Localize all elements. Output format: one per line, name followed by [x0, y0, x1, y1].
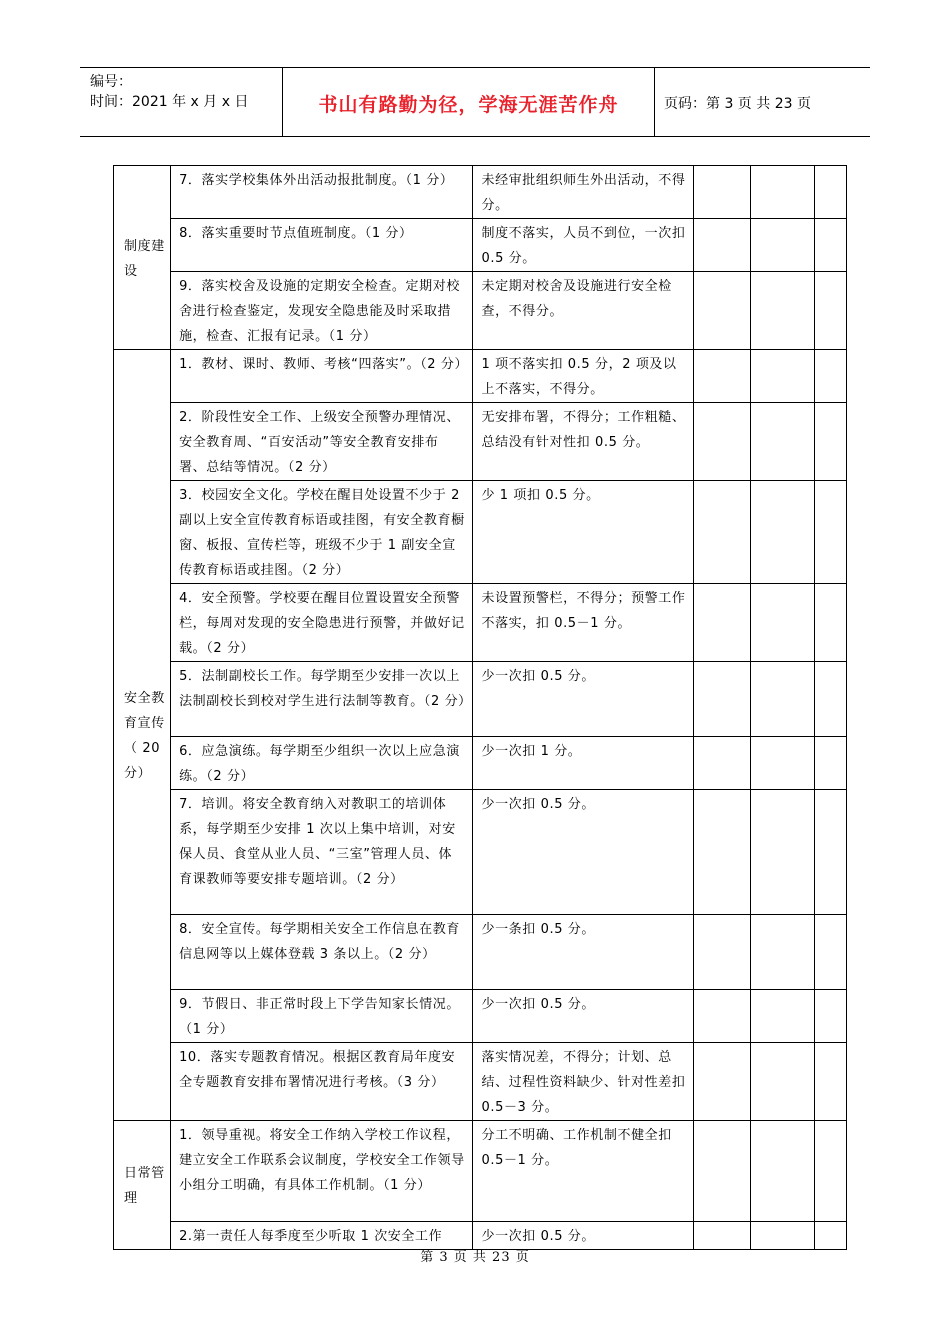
score-cell: [814, 350, 846, 403]
score-cell: [814, 584, 846, 662]
page-header: [80, 67, 870, 137]
item-text: 7．培训。将安全教育纳入对教职工的培训体系，每学期至少安排 1 次以上集中培训，对安保人员、食堂从业人员、“三室”管理人员、体育课教师等要安排专题培训。（2 分）: [171, 790, 473, 915]
table-row: [114, 584, 847, 662]
score-cell: [693, 481, 750, 584]
rule-text: 落实情况差，不得分；计划、总结、过程性资料缺少、针对性差扣 0.5－3 分。: [473, 1043, 693, 1121]
score-cell: [693, 403, 750, 481]
score-cell: [750, 662, 814, 737]
item-text: 8．落实重要时节点值班制度。（1 分）: [171, 219, 473, 272]
table-row: [114, 662, 847, 737]
item-text: 7．落实学校集体外出活动报批制度。（1 分）: [171, 166, 473, 219]
rule-text: 未设置预警栏，不得分；预警工作不落实，扣 0.5－1 分。: [473, 584, 693, 662]
score-cell: [750, 272, 814, 350]
section-anquan: 安全教育宣传（ 20 分）: [114, 350, 171, 1121]
table-row: [114, 166, 847, 219]
score-cell: [750, 584, 814, 662]
score-cell: [693, 1043, 750, 1121]
rule-text: 1 项不落实扣 0.5 分，2 项及以上不落实，不得分。: [473, 350, 693, 403]
score-cell: [750, 219, 814, 272]
score-cell: [750, 790, 814, 915]
page-footer: 第 3 页 共 23 页: [420, 1250, 530, 1265]
rule-text: 少一次扣 0.5 分。: [473, 662, 693, 737]
section-richang: 日常管理: [114, 1121, 171, 1250]
score-cell: [693, 166, 750, 219]
rule-text: 少 1 项扣 0.5 分。: [473, 481, 693, 584]
score-cell: [750, 403, 814, 481]
rule-text: 未经审批组织师生外出活动，不得分。: [473, 166, 693, 219]
rule-text: 少一次扣 0.5 分。: [473, 990, 693, 1043]
score-cell: [814, 166, 846, 219]
item-text: 4．安全预警。学校要在醒目位置设置安全预警栏，每周对发现的安全隐患进行预警，并做好记载。（2 分）: [171, 584, 473, 662]
score-cell: [693, 737, 750, 790]
score-cell: [750, 166, 814, 219]
table-row: [114, 1043, 847, 1121]
score-cell: [814, 915, 846, 990]
score-cell: [814, 219, 846, 272]
item-text: 10．落实专题教育情况。根据区教育局年度安全专题教育安排布署情况进行考核。（3 分）: [171, 1043, 473, 1121]
item-text: 6．应急演练。每学期至少组织一次以上应急演练。（2 分）: [171, 737, 473, 790]
score-cell: [814, 481, 846, 584]
item-text: 9．节假日、非正常时段上下学告知家长情况。（1 分）: [171, 990, 473, 1043]
score-cell: [814, 790, 846, 915]
header-page-info: 页码：第 3 页 共 23 页: [664, 96, 811, 112]
assessment-table: [113, 165, 847, 1250]
score-cell: [693, 662, 750, 737]
item-text: 2．阶段性安全工作、上级安全预警办理情况、安全教育周、“百安活动”等安全教育安排布署、总结等情况。（2 分）: [171, 403, 473, 481]
item-text: 9．落实校舍及设施的定期安全检查。定期对校舍进行检查鉴定，发现安全隐患能及时采取措施，检查、汇报有记录。（1 分）: [171, 272, 473, 350]
table-row: [114, 219, 847, 272]
code-label: 编号：: [90, 74, 132, 90]
rule-text: 少一次扣 0.5 分。: [473, 1222, 693, 1250]
score-cell: [814, 403, 846, 481]
date-label: 时间：2021 年 x 月 x 日: [90, 94, 249, 110]
header-divider: [654, 68, 655, 136]
score-cell: [814, 990, 846, 1043]
score-cell: [693, 990, 750, 1043]
item-text: 2.第一责任人每季度至少听取 1 次安全工作: [171, 1222, 473, 1250]
score-cell: [693, 915, 750, 990]
table-row: [114, 272, 847, 350]
score-cell: [750, 737, 814, 790]
table-row: [114, 481, 847, 584]
item-text: 3．校园安全文化。学校在醒目处设置不少于 2 副以上安全宣传教育标语或挂图，有安全教育橱窗、板报、宣传栏等，班级不少于 1 副安全宣传教育标语或挂图。（2 分）: [171, 481, 473, 584]
score-cell: [750, 1121, 814, 1222]
header-meta: [90, 72, 248, 112]
table-row: [114, 350, 847, 403]
section-zhidu: 制度建设: [114, 166, 171, 350]
table-row: [114, 990, 847, 1043]
score-cell: [814, 1121, 846, 1222]
score-cell: [693, 790, 750, 915]
score-cell: [693, 584, 750, 662]
score-cell: [693, 1121, 750, 1222]
rule-text: 少一次扣 1 分。: [473, 737, 693, 790]
score-cell: [750, 915, 814, 990]
table-row: [114, 737, 847, 790]
score-cell: [693, 272, 750, 350]
table-row: [114, 403, 847, 481]
rule-text: 制度不落实，人员不到位，一次扣 0.5 分。: [473, 219, 693, 272]
score-cell: [814, 1043, 846, 1121]
score-cell: [693, 219, 750, 272]
header-motto: 书山有路勤为径，学海无涯苦作舟: [318, 94, 619, 116]
score-cell: [693, 350, 750, 403]
score-cell: [814, 737, 846, 790]
item-text: 8．安全宣传。每学期相关安全工作信息在教育信息网等以上媒体登载 3 条以上。（2 分）: [171, 915, 473, 990]
item-text: 1．领导重视。将安全工作纳入学校工作议程，建立安全工作联系会议制度，学校安全工作领导小组分工明确，有具体工作机制。（1 分）: [171, 1121, 473, 1222]
score-cell: [814, 662, 846, 737]
table-row: [114, 790, 847, 915]
table-row: [114, 915, 847, 990]
item-text: 1．教材、课时、教师、考核“四落实”。（2 分）: [171, 350, 473, 403]
rule-text: 少一次扣 0.5 分。: [473, 790, 693, 915]
score-cell: [750, 350, 814, 403]
rule-text: 少一条扣 0.5 分。: [473, 915, 693, 990]
table-row: [114, 1121, 847, 1222]
score-cell: [750, 481, 814, 584]
rule-text: 无安排布署，不得分；工作粗糙、总结没有针对性扣 0.5 分。: [473, 403, 693, 481]
score-cell: [750, 990, 814, 1043]
score-cell: [750, 1043, 814, 1121]
item-text: 5．法制副校长工作。每学期至少安排一次以上法制副校长到校对学生进行法制等教育。（2 分）: [171, 662, 473, 737]
rule-text: 未定期对校舍及设施进行安全检查，不得分。: [473, 272, 693, 350]
rule-text: 分工不明确、工作机制不健全扣 0.5－1 分。: [473, 1121, 693, 1222]
score-cell: [814, 272, 846, 350]
